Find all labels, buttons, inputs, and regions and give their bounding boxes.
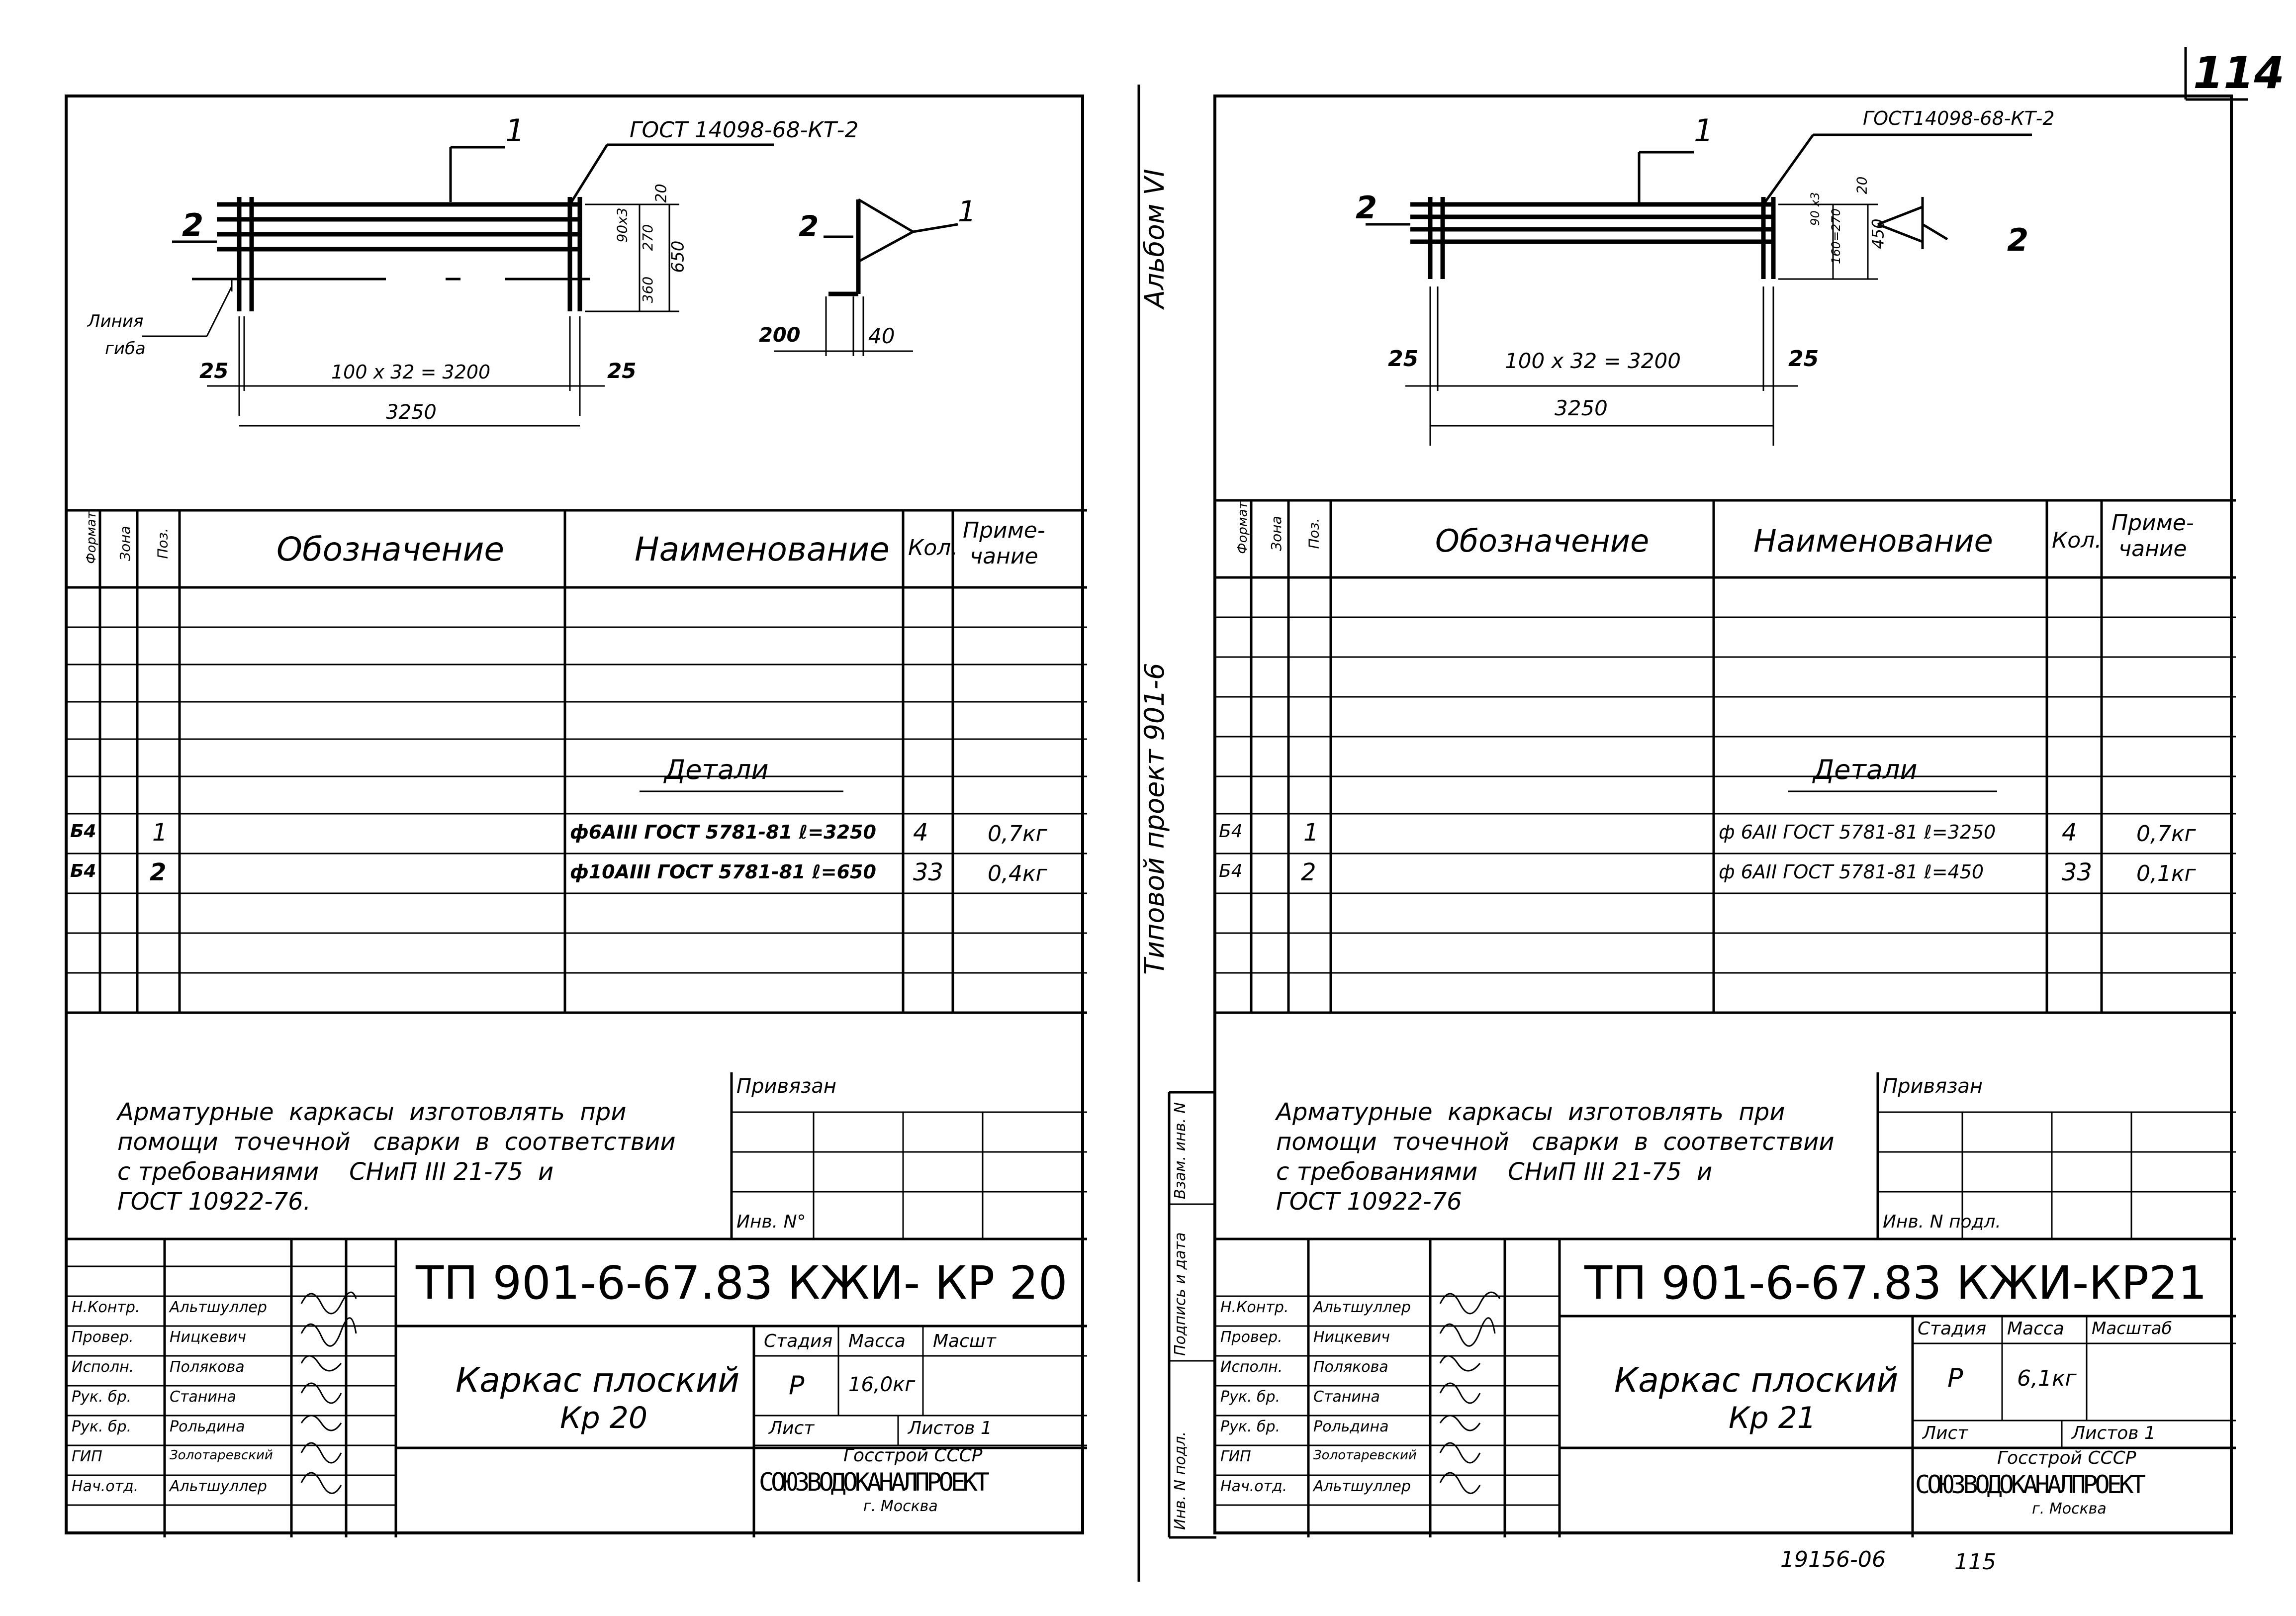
person-role-7: Нач.отд. xyxy=(72,1478,139,1495)
drawing-title: Каркас плоский xyxy=(456,1361,740,1400)
bottom-page-number: 115 xyxy=(1954,1549,1996,1575)
spec-header-format: Формат xyxy=(1235,501,1250,554)
stage-header: Стадия xyxy=(764,1331,833,1351)
bend-line-label-2: гиба xyxy=(105,339,146,359)
dim-25-right: 25 xyxy=(1788,346,1819,372)
person-role-5: Рук. бр. xyxy=(1220,1418,1281,1435)
drawing-gost-label: ГОСТ14098-68-КТ-2 xyxy=(1863,107,2055,129)
archive-code: 19156-06 xyxy=(1780,1547,1886,1572)
drawing-pos2-label: 2 xyxy=(1356,190,1378,226)
spec-row-1-pos: 1 xyxy=(152,819,168,847)
person-name-2: Ницкевич xyxy=(170,1329,246,1346)
org-name: СОЮЗВОДОКАНАЛПРОЕКТ xyxy=(1915,1470,2143,1499)
technical-notes: Арматурные каркасы изготовлять при помощи точечной сварки в соответствии с требованиями СНиП III 21-75 и ГОСТ 10922-76 xyxy=(1276,1098,1835,1216)
org-city: г. Москва xyxy=(2032,1500,2107,1518)
person-name-3: Полякова xyxy=(1313,1358,1388,1376)
person-name-5: Рольдина xyxy=(170,1418,245,1435)
spec-row-1-note: 0,7кг xyxy=(2136,821,2196,847)
dim-total: 3250 xyxy=(1555,396,1608,420)
spec-row-2-note: 0,1кг xyxy=(2136,861,2196,886)
spec-header-designation: Обозначение xyxy=(276,530,504,569)
person-role-7: Нач.отд. xyxy=(1220,1478,1287,1495)
spec-row-2-qty: 33 xyxy=(913,858,944,886)
spec-header-zone: Зона xyxy=(1268,516,1285,551)
dim-20: 20 xyxy=(1853,176,1870,194)
person-name-6: Золотаревский xyxy=(170,1448,273,1463)
dim-25-left: 25 xyxy=(199,359,229,383)
spec-header-qty: Кол. xyxy=(2052,528,2102,553)
person-name-2: Ницкевич xyxy=(1313,1329,1390,1346)
document-code: ТП 901-6-67.83 КЖИ-КР21 xyxy=(1584,1256,2207,1310)
dim-360: 360 xyxy=(640,276,656,303)
sheets-header: Листов 1 xyxy=(908,1418,992,1438)
spec-header-note: Приме- чание xyxy=(963,518,1045,569)
stage-value: Р xyxy=(1947,1363,1963,1393)
spec-section-title: Детали xyxy=(1813,754,1918,785)
side-stamp-replace: Взам. инв. N xyxy=(1172,1102,1189,1199)
spec-row-1-format: Б4 xyxy=(70,821,96,842)
inventory-label: Инв. N подл. xyxy=(1883,1212,2001,1232)
person-name-5: Рольдина xyxy=(1313,1418,1389,1435)
person-role-2: Провер. xyxy=(1220,1329,1283,1346)
sheets-header: Листов 1 xyxy=(2072,1423,2156,1443)
org-ministry: Госстрой СССР xyxy=(1997,1448,2136,1468)
person-role-3: Исполн. xyxy=(1220,1358,1283,1376)
side-pos1-label: 1 xyxy=(958,194,976,228)
spec-header-pos: Поз. xyxy=(154,528,171,559)
spec-row-1-name: ф 6АII ГОСТ 5781-81 ℓ=3250 xyxy=(1719,821,1996,843)
spec-row-1-format: Б4 xyxy=(1219,821,1243,842)
drawing-title: Каркас плоский xyxy=(1614,1361,1899,1400)
sheet-header: Лист xyxy=(1923,1423,1968,1443)
spec-row-1-note: 0,7кг xyxy=(988,821,1047,847)
person-role-4: Рук. бр. xyxy=(72,1388,132,1406)
spec-header-pos: Поз. xyxy=(1305,518,1322,549)
person-role-6: ГИП xyxy=(1220,1448,1251,1465)
page-number: 114 xyxy=(2193,47,2285,98)
spec-header-note: Приме- чание xyxy=(2112,510,2194,562)
org-city: г. Москва xyxy=(863,1498,938,1515)
stage-value: Р xyxy=(789,1371,805,1401)
person-role-5: Рук. бр. xyxy=(72,1418,132,1435)
person-name-7: Альтшуллер xyxy=(170,1478,267,1495)
drawing-pos2-side-label: 2 xyxy=(2007,222,2029,258)
scale-header: Масштаб xyxy=(2092,1319,2172,1338)
person-name-1: Альтшуллер xyxy=(1313,1299,1411,1316)
signature-scribbles xyxy=(1216,97,2236,1537)
dim-90x3: 90 х3 xyxy=(1808,192,1822,226)
side-pos2-label: 2 xyxy=(799,209,819,243)
dim-total: 3250 xyxy=(386,401,437,424)
org-name: СОЮЗВОДОКАНАЛПРОЕКТ xyxy=(759,1468,987,1497)
dim-20: 20 xyxy=(652,184,670,203)
mass-value: 6,1кг xyxy=(2017,1366,2077,1391)
person-name-4: Станина xyxy=(170,1388,236,1406)
stage-header: Стадия xyxy=(1918,1319,1987,1339)
signature-scribbles xyxy=(68,97,1087,1537)
album-label: Альбом VI xyxy=(1139,169,1170,308)
dim-270: 270 xyxy=(640,224,656,251)
person-name-6: Золотаревский xyxy=(1313,1448,1417,1463)
dim-spacing: 100 х 32 = 3200 xyxy=(331,361,491,383)
person-role-2: Провер. xyxy=(72,1329,134,1346)
dim-spacing: 100 х 32 = 3200 xyxy=(1505,349,1681,373)
spec-header-name: Наименование xyxy=(1753,523,1993,559)
spec-row-2-name: ф10АIII ГОСТ 5781-81 ℓ=650 xyxy=(570,861,876,883)
spec-header-format: Формат xyxy=(84,511,99,564)
dim-90x3: 90х3 xyxy=(614,207,631,243)
person-role-3: Исполн. xyxy=(72,1358,134,1376)
spec-row-1-qty: 4 xyxy=(2062,819,2077,847)
spec-row-1-name: ф6АIII ГОСТ 5781-81 ℓ=3250 xyxy=(570,821,876,843)
person-name-7: Альтшуллер xyxy=(1313,1478,1411,1495)
spec-row-2-pos: 2 xyxy=(1301,858,1316,886)
spec-header-zone: Зона xyxy=(116,526,133,561)
spec-row-2-note: 0,4кг xyxy=(988,861,1047,886)
dim-25-right: 25 xyxy=(607,359,637,383)
person-role-1: Н.Контр. xyxy=(1220,1299,1289,1316)
sheet-header: Лист xyxy=(769,1418,815,1438)
dim-200: 200 xyxy=(759,324,801,347)
spec-header-name: Наименование xyxy=(635,530,890,569)
dim-450: 450 xyxy=(1868,218,1888,249)
spec-row-2-qty: 33 xyxy=(2062,858,2093,886)
mass-value: 16,0кг xyxy=(848,1373,916,1396)
mass-header: Масса xyxy=(848,1331,906,1351)
attached-label: Привязан xyxy=(736,1075,837,1098)
drawing-pos1-label: 1 xyxy=(1694,112,1714,149)
dim-25-left: 25 xyxy=(1388,346,1419,372)
side-stamp-inv: Инв. N подл. xyxy=(1172,1431,1189,1530)
project-label: Типовой проект 901-6 xyxy=(1139,663,1170,975)
person-role-1: Н.Контр. xyxy=(72,1299,140,1316)
bend-line-label-1: Линия xyxy=(88,311,144,331)
person-role-4: Рук. бр. xyxy=(1220,1388,1281,1406)
drawing-subtitle: Кр 21 xyxy=(1729,1401,1817,1435)
spec-section-title: Детали xyxy=(664,754,769,785)
spec-header-designation: Обозначение xyxy=(1435,523,1650,559)
drawing-sheet-left xyxy=(65,95,1084,1534)
technical-notes: Арматурные каркасы изготовлять при помощи точечной сварки в соответствии с требованиями СНиП III 21-75 и ГОСТ 10922-76. xyxy=(117,1098,676,1216)
drawing-pos2-label: 2 xyxy=(182,207,204,243)
spec-row-1-qty: 4 xyxy=(913,819,928,847)
side-stamp-sign-date: Подпись и дата xyxy=(1172,1232,1189,1356)
person-name-4: Станина xyxy=(1313,1388,1380,1406)
drawing-gost-label: ГОСТ 14098-68-КТ-2 xyxy=(630,117,859,143)
person-name-3: Полякова xyxy=(170,1358,245,1376)
spec-row-2-pos: 2 xyxy=(150,858,167,886)
drawing-subtitle: Кр 20 xyxy=(560,1401,648,1435)
scale-header: Масшт xyxy=(933,1331,996,1351)
spec-row-2-format: Б4 xyxy=(70,861,96,881)
org-ministry: Госстрой СССР xyxy=(843,1445,983,1466)
attached-label: Привязан xyxy=(1883,1075,1983,1098)
document-code: ТП 901-6-67.83 КЖИ- КР 20 xyxy=(416,1256,1068,1310)
person-name-1: Альтшуллер xyxy=(170,1299,267,1316)
person-role-6: ГИП xyxy=(72,1448,102,1465)
spec-header-qty: Кол. xyxy=(908,535,958,561)
dim-40: 40 xyxy=(868,324,895,348)
spec-row-2-name: ф 6АII ГОСТ 5781-81 ℓ=450 xyxy=(1719,861,1984,883)
spec-row-1-pos: 1 xyxy=(1303,819,1319,847)
drawing-sheet-right xyxy=(1172,95,2233,1534)
dim-650: 650 xyxy=(668,240,688,273)
inventory-label: Инв. N° xyxy=(736,1212,806,1232)
dim-160: 160=270 xyxy=(1829,208,1843,264)
drawing-pos1-label: 1 xyxy=(505,112,525,149)
mass-header: Масса xyxy=(2007,1319,2064,1339)
spec-row-2-format: Б4 xyxy=(1219,861,1243,881)
